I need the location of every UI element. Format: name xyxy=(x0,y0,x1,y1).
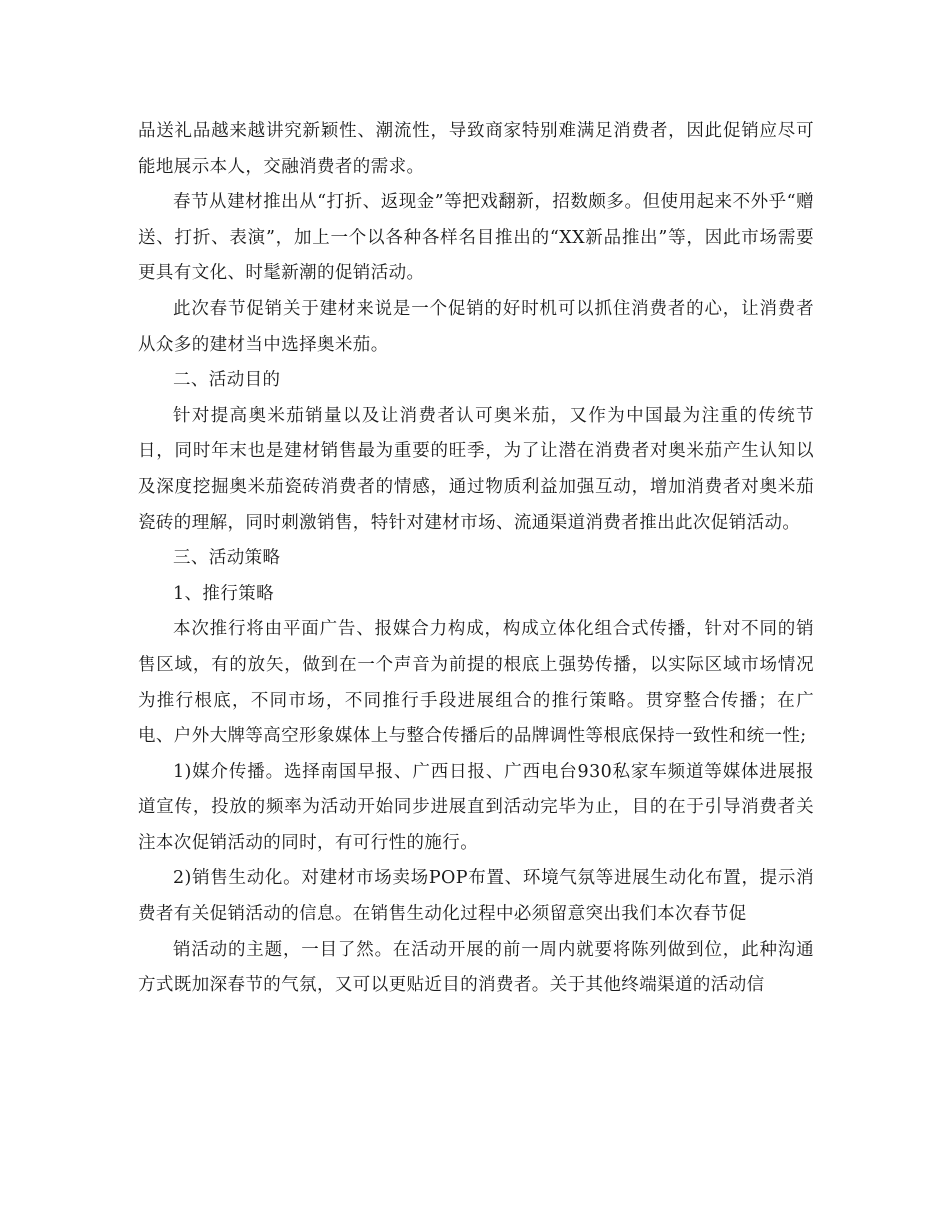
paragraph-festival-promotions: 春节从建材推出从“打折、返现金”等把戏翻新，招数颇多。但使用起来不外乎“赠送、打折、表演”，加上一个以各种各样名目推出的“XX新品推出”等，因此市场需要更具有文化、时髦新潮的促销活动。 xyxy=(138,192,814,284)
paragraph-theme-display: 销活动的主题，一目了然。在活动开展的前一周内就要将陈列做到位，此种沟通方式既加深春节的气氛，又可以更贴近目的消费者。关于其他终端渠道的活动信 xyxy=(138,939,814,996)
paragraph-intro-continued: 品送礼品越来越讲究新颖性、潮流性，导致商家特别难满足消费者，因此促销应尽可能地展示本人，交融消费者的需求。 xyxy=(138,121,814,177)
paragraph-opportunity: 此次春节促销关于建材来说是一个促销的好时机可以抓住消费者的心，让消费者从众多的建材当中选择奥米茄。 xyxy=(138,298,814,355)
subsection-heading-promotion-strategy: 1、推行策略 xyxy=(173,583,275,604)
paragraph-sales-vivification: 2)销售生动化。对建材市场卖场POP布置、环境气氛等进展生动化布置，提示消费者有关促销活动的信息。在销售生动化过程中必须留意突出我们本次春节促 xyxy=(138,868,814,925)
document-body xyxy=(138,114,814,1004)
section-heading-strategy: 三、活动策略 xyxy=(173,548,281,569)
section-heading-objectives: 二、活动目的 xyxy=(173,370,281,391)
paragraph-objectives: 针对提高奥米茄销量以及让消费者认可奥米茄，又作为中国最为注重的传统节日，同时年末也是建材销售最为重要的旺季，为了让潜在消费者对奥米茄产生认知以及深度挖掘奥米茄瓷砖消费者的情感，通过物质利益加强互动，增加消费者对奥米茄瓷砖的理解，同时刺激销售，特针对建材市场、流通渠道消费者推出此次促销活动。 xyxy=(138,405,814,533)
paragraph-media-communication: 1)媒介传播。选择南国早报、广西日报、广西电台930私家车频道等媒体进展报道宣传，投放的频率为活动开始同步进展直到活动完毕为止，目的在于引导消费者关注本次促销活动的同时，有可行性的施行。 xyxy=(138,761,814,853)
paragraph-promotion-strategy: 本次推行将由平面广告、报媒合力构成，构成立体化组合式传播，针对不同的销售区域，有的放矢，做到在一个声音为前提的根底上强势传播，以实际区域市场情况为推行根底，不同市场，不同推行手段进展组合的推行策略。贯穿整合传播；在广电、户外大牌等高空形象媒体上与整合传播后的品牌调性等根底保持一致性和统一性; xyxy=(138,619,814,747)
